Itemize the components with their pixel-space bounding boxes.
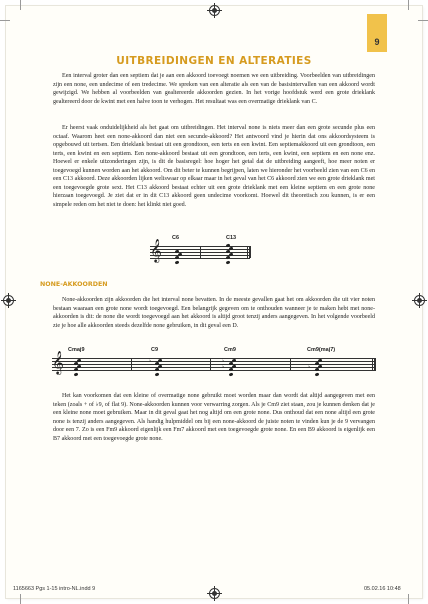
section-heading: NONE-AKKOORDEN <box>40 281 108 288</box>
chord-label-c13: C13 <box>226 235 237 241</box>
registration-mark-icon <box>209 5 220 16</box>
flat-icon: ♭ <box>308 364 311 370</box>
crop-mark <box>20 0 21 10</box>
chord-label-c6: C6 <box>172 235 180 241</box>
barline <box>249 246 251 258</box>
crop-mark <box>20 594 21 604</box>
barline <box>247 246 248 258</box>
staff-line <box>52 361 376 362</box>
staff-line <box>150 258 250 259</box>
treble-clef-icon: 𝄞 <box>52 350 64 374</box>
barline <box>372 358 373 370</box>
print-slug-left: 1165663 Pgs 1-15 intro-NL.indd 9 <box>13 586 96 592</box>
barline <box>290 358 291 370</box>
registration-mark-icon <box>414 295 425 306</box>
staff-line <box>52 370 376 371</box>
intro-paragraph-2: Er heerst vaak onduidelijkheid als het gaat om uitbreidingen. Het interval none is niets meer dan een grote secunde plus een octaaf. Waarom heet een none-akkoord dan niet een secunde-akkoord? Het antwoord vind je hierin dat ons akkoordsysteem is opgebouwd uit tertsen. Een drieklank bestaat uit een grondtoon, een terts en een kwint. Een septiemakkoord uit een grondtoon, een terts, een kwint en een septiem. Een none-akkoord bestaat uit een grondtoon, een terts, een kwint, een septiem en een none enz. Hoewel er enkele uitzonderingen zijn, is dit de basisregel: hoe hoger het getal dat de uitbreiding aangeeft, hoe meer noten er toegevoegd kunnen worden aan het akkoord. Om dit beter te kunnen begrijpen, laten we hieronder het voorbeeld zien van een C6 en een C13 akkoord. Deze akkoorden lijken weliswaar op elkaar maar in het geval van het C6 akkoord zien we een grote drieklank met een toegevoegde grote sext. Het C13 akkoord bestaat echter uit een grote drieklank met een kleine septiem en een grote none hierzaan toegevoegd. Je ziet dat er in dit C13 akkoord geen undecime voorkomt. Hoewel dit theoretisch zou kunnen, is er een simpele reden om het niet te doen: het klinkt niet goed. <box>53 125 375 208</box>
treble-clef-icon: 𝄞 <box>150 238 162 262</box>
intro-paragraph-1: Een interval groter dan een septiem dat je aan een akkoord toevoegt noemen we een uitbreiding. Voorbeelden van uitbreidingen zijn een none, een undecime of een tredecime. We spreken van een alteratie als een van de basisintervallen van een akkoord wordt gewijzigd. We hebben al voorbeelden van gealtereerde akkoorden gezien. In het vorige hoofdstuk werd een grote drieklank gealtereerd door de kwint met een halve toon te verhogen. Het resultaat was een overmatige drieklank van C. <box>53 73 375 105</box>
staff-line <box>52 358 376 359</box>
flat-icon: ♭ <box>222 358 225 364</box>
page-title: UITBREIDINGEN EN ALTERATIES <box>116 55 312 67</box>
crop-mark <box>408 594 409 604</box>
barline <box>200 246 201 258</box>
barline <box>210 358 211 370</box>
registration-mark-icon <box>3 295 14 306</box>
crop-mark <box>0 20 10 21</box>
page-number-tab <box>367 14 387 52</box>
flat-icon: ♭ <box>222 364 225 370</box>
chord-label-cm9-maj7: Cm9(maj7) <box>307 347 336 353</box>
chord-label-cmaj9: Cmaj9 <box>68 347 85 353</box>
staff-line <box>52 367 376 368</box>
barline <box>131 358 132 370</box>
flat-icon: ♭ <box>149 358 152 364</box>
staff-line <box>52 364 376 365</box>
page-number: 9 <box>374 37 380 47</box>
section-paragraph-1: None-akkoorden zijn akkoorden die het interval none bevatten. In de meeste gevallen gaat het om akkoorden die uit vier noten bestaan waaraan een grote none wordt toegevoegd. Een belangrijk gegeven om te onthouden wanneer je te maken hebt met none-akkoorden is dit: de none die wordt toegevoegd aan het akkoord is altijd groot tenzij anders aangegeven. In het volgende voorbeeld zie je hoe alle akkoorden steeds dezelfde none gebruiken, in dit geval een D. <box>53 297 375 329</box>
registration-mark-icon <box>209 588 220 599</box>
crop-mark <box>418 20 428 21</box>
crop-mark <box>408 0 409 10</box>
chord-label-cm9: Cm9 <box>224 347 236 353</box>
chord-label-c9: C9 <box>151 347 159 353</box>
section-paragraph-2: Het kan voorkomen dat een kleine of overmatige none gebruikt moet worden maar dan wordt dat altijd aangegeven met een teken (zoals + of ♭9, of flat 9). None-akkoorden kunnen voor verwarring zorgen. Als je Cm9 ziet staan, zou je kunnen denken dat je een kleine none moet gebruiken. Maar in dit geval gaat het nog altijd om een grote none. Dus onthoud dat een none altijd een grote none is tenzij anders aangegeven. Als handig hulpmiddel om bij een none-akkoord de juiste noten te vinden kun je de 9 vervangen door een 7. Zo is een Fm9 akkoord eigenlijk een Fm7 akkoord met een toegevoegde grote none. En een B9 akkoord is eigenlijk een B7 akkoord met een toegevoegde grote none. <box>53 393 375 442</box>
barline <box>374 358 376 370</box>
print-slug-right: 05.02.16 10:48 <box>364 586 401 592</box>
